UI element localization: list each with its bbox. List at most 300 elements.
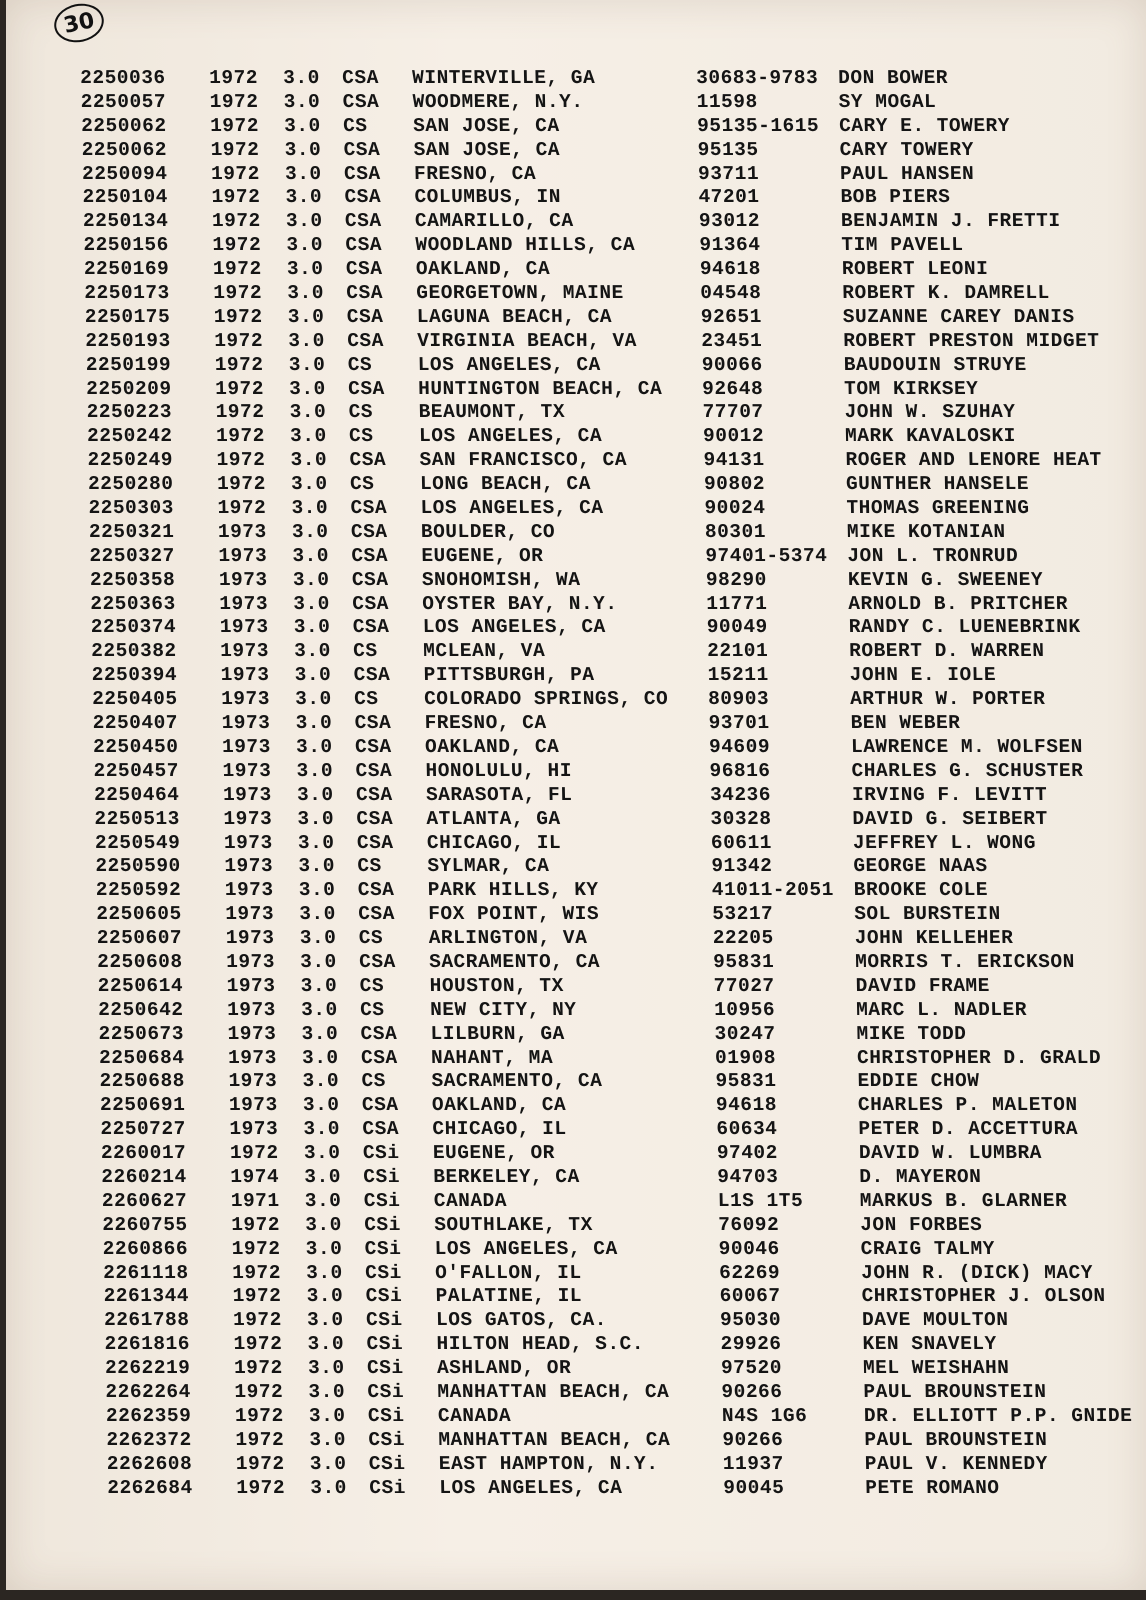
record-version: 3.0 <box>304 1165 342 1188</box>
record-version: 3.0 <box>307 1357 345 1380</box>
record-city: EUGENE, OR <box>432 1142 556 1165</box>
record-row <box>94 784 1146 808</box>
record-zip: 90049 <box>706 616 768 639</box>
record-row <box>95 832 1146 856</box>
record-id: 2250513 <box>94 807 181 830</box>
record-year: 1973 <box>225 903 275 926</box>
record-id: 2250363 <box>90 592 176 615</box>
record-city: MANHATTAN BEACH, CA <box>437 1380 670 1403</box>
record-city: SNOHOMISH, WA <box>421 568 581 591</box>
record-id: 2250321 <box>88 520 175 543</box>
record-year: 1972 <box>211 210 261 233</box>
record-year: 1974 <box>230 1165 280 1188</box>
record-id: 2250614 <box>97 974 184 997</box>
record-id: 2250249 <box>87 449 174 472</box>
record-row <box>98 999 1146 1023</box>
record-row <box>85 306 1146 330</box>
record-year: 1973 <box>227 1046 278 1069</box>
record-type: CSA <box>356 807 394 830</box>
record-city: OAKLAND, CA <box>415 258 551 281</box>
record-id: 2250062 <box>80 114 167 137</box>
record-zip: 95135-1615 <box>696 114 820 137</box>
record-zip: 77027 <box>713 974 775 997</box>
record-name: DAVID G. SEIBERT <box>852 807 1048 830</box>
record-city: LONG BEACH, CA <box>419 473 592 496</box>
record-city: LOS ANGELES, CA <box>420 497 604 520</box>
record-version: 3.0 <box>292 544 330 567</box>
record-type: CSA <box>361 1094 399 1117</box>
record-id: 2250175 <box>84 305 171 328</box>
record-id: 2250688 <box>99 1070 186 1093</box>
record-name: KEVIN G. SWEENEY <box>847 568 1044 591</box>
record-year: 1973 <box>220 688 271 711</box>
record-zip: 47201 <box>698 186 760 209</box>
record-city: CAMARILLO, CA <box>414 210 574 233</box>
record-name: JOHN KELLEHER <box>854 927 1014 950</box>
record-year: 1973 <box>229 1118 279 1141</box>
record-type: CSA <box>345 234 383 257</box>
record-type: CSA <box>355 759 393 782</box>
record-name: SUZANNE CAREY DANIS <box>842 305 1075 328</box>
record-city: ARLINGTON, VA <box>428 927 588 950</box>
record-city: LOS GATOS, CA. <box>435 1309 608 1332</box>
record-city: FRESNO, CA <box>413 162 537 185</box>
record-city: O'FALLON, IL <box>434 1261 582 1284</box>
record-year: 1972 <box>212 234 262 257</box>
record-zip: 11771 <box>706 592 768 615</box>
record-type: CSA <box>347 377 385 400</box>
record-row <box>99 1047 1146 1071</box>
record-name: CARY E. TOWERY <box>838 114 1011 137</box>
record-year: 1972 <box>236 1476 286 1499</box>
record-row <box>84 282 1146 306</box>
record-year: 1972 <box>232 1309 283 1332</box>
record-year: 1972 <box>209 67 259 89</box>
record-city: OAKLAND, CA <box>431 1094 567 1117</box>
record-name: JOHN E. IOLE <box>849 664 997 687</box>
record-type: CSA <box>355 783 393 806</box>
record-name: DR. ELLIOTT P.P. GNIDE <box>863 1404 1133 1427</box>
record-type: CSA <box>354 712 392 735</box>
record-zip: 04548 <box>700 282 762 305</box>
record-id: 2250691 <box>99 1094 186 1117</box>
record-name: BAUDOUIN STRUYE <box>843 353 1027 376</box>
record-version: 3.0 <box>299 903 337 926</box>
record-type: CS <box>348 401 374 424</box>
record-zip: 90802 <box>703 473 766 496</box>
record-zip: 01908 <box>714 1046 777 1069</box>
record-row <box>85 330 1146 354</box>
record-type: CS <box>353 688 379 711</box>
record-version: 3.0 <box>305 1213 343 1236</box>
record-version: 3.0 <box>300 998 338 1021</box>
record-zip: 90046 <box>718 1237 780 1260</box>
record-type: CSA <box>353 664 391 687</box>
record-year: 1973 <box>228 1070 278 1093</box>
record-version: 3.0 <box>286 234 324 257</box>
record-city: SYLMAR, CA <box>427 855 550 878</box>
record-type: CSi <box>366 1333 404 1356</box>
record-id: 2250036 <box>80 67 166 89</box>
record-row <box>92 688 1146 712</box>
record-type: CSi <box>367 1380 405 1403</box>
record-name: BENJAMIN J. FRETTI <box>840 210 1061 233</box>
record-row <box>88 473 1146 497</box>
record-zip: 93012 <box>698 210 761 233</box>
record-name: MARK KAVALOSKI <box>844 425 1017 448</box>
record-year: 1973 <box>226 998 277 1021</box>
record-version: 3.0 <box>283 90 321 113</box>
record-id: 2250156 <box>83 234 170 257</box>
record-list <box>80 67 1146 1500</box>
record-zip: 95831 <box>712 950 775 973</box>
record-version: 3.0 <box>294 640 332 663</box>
record-city: WINTERVILLE, GA <box>412 67 596 89</box>
record-type: CS <box>357 855 382 878</box>
record-zip: 94703 <box>717 1165 779 1188</box>
page-number: 30 <box>51 0 108 47</box>
record-name: LAWRENCE M. WOLFSEN <box>850 735 1084 758</box>
record-city: HUNTINGTON BEACH, CA <box>417 377 663 400</box>
record-version: 3.0 <box>288 329 326 352</box>
record-version: 3.0 <box>301 1022 339 1045</box>
record-name: TOM KIRKSEY <box>843 377 979 400</box>
record-city: SAN JOSE, CA <box>413 138 561 161</box>
record-version: 3.0 <box>309 1452 347 1475</box>
record-zip: 22101 <box>707 640 769 663</box>
record-id: 2250727 <box>100 1118 187 1141</box>
record-city: CHICAGO, IL <box>426 831 562 854</box>
record-year: 1972 <box>210 138 260 161</box>
record-row <box>91 664 1146 688</box>
record-name: MIKE TODD <box>856 1022 967 1045</box>
record-zip: 97401-5374 <box>705 544 828 567</box>
record-type: CSi <box>366 1357 404 1380</box>
record-id: 2250280 <box>87 473 174 496</box>
record-version: 3.0 <box>298 879 336 902</box>
record-version: 3.0 <box>304 1189 342 1212</box>
record-row <box>101 1166 1146 1190</box>
record-type: CSA <box>362 1118 400 1141</box>
record-name: ROBERT LEONI <box>841 258 989 281</box>
record-year: 1973 <box>226 974 276 997</box>
record-zip: 30247 <box>714 1022 776 1045</box>
record-row <box>81 115 1146 139</box>
record-row <box>97 975 1146 999</box>
record-city: CANADA <box>433 1189 508 1212</box>
record-id: 2250303 <box>88 497 175 520</box>
record-city: WOODLAND HILLS, CA <box>415 234 636 257</box>
record-id: 2250450 <box>92 735 179 758</box>
record-city: HONOLULU, HI <box>425 759 573 782</box>
record-id: 2250605 <box>96 903 182 926</box>
record-zip: 92648 <box>701 377 764 400</box>
record-id: 2250209 <box>85 377 172 400</box>
record-name: GUNTHER HANSELE <box>845 473 1030 496</box>
record-version: 3.0 <box>291 497 329 520</box>
record-zip: 80903 <box>707 688 770 711</box>
record-zip: 97402 <box>716 1142 779 1165</box>
record-type: CS <box>353 640 378 663</box>
record-id: 2250094 <box>81 162 168 185</box>
record-zip: 10956 <box>713 998 776 1021</box>
record-name: MEL WEISHAHN <box>862 1357 1010 1380</box>
record-version: 3.0 <box>295 735 333 758</box>
record-id: 2250607 <box>96 927 183 950</box>
record-name: ROGER AND LENORE HEAT <box>845 449 1103 472</box>
record-zip: 11937 <box>722 1452 785 1475</box>
record-city: ASHLAND, OR <box>436 1357 572 1380</box>
record-id: 2262359 <box>105 1404 192 1427</box>
record-city: LOS ANGELES, CA <box>418 425 603 448</box>
record-city: SACRAMENTO, CA <box>431 1070 603 1093</box>
record-version: 3.0 <box>292 568 330 591</box>
record-row <box>103 1262 1146 1286</box>
record-name: EDDIE CHOW <box>857 1070 980 1093</box>
record-year: 1972 <box>235 1452 285 1475</box>
record-zip: 90024 <box>704 497 766 520</box>
record-version: 3.0 <box>288 377 326 400</box>
record-year: 1972 <box>231 1261 282 1284</box>
record-year: 1972 <box>213 305 263 328</box>
record-version: 3.0 <box>299 927 337 950</box>
record-city: BERKELEY, CA <box>433 1165 580 1188</box>
record-id: 2250642 <box>97 998 184 1021</box>
record-city: NEW CITY, NY <box>429 998 577 1021</box>
record-name: PETER D. ACCETTURA <box>858 1118 1079 1141</box>
record-type: CSA <box>342 90 380 113</box>
record-zip: 60634 <box>716 1118 778 1141</box>
record-type: CSA <box>350 520 388 543</box>
record-row <box>104 1333 1146 1357</box>
record-name: SY MOGAL <box>838 90 937 113</box>
record-city: SAN FRANCISCO, CA <box>419 449 628 472</box>
record-id: 2260627 <box>101 1189 188 1212</box>
record-row <box>100 1118 1146 1142</box>
record-row <box>90 569 1146 593</box>
record-name: IRVING F. LEVITT <box>851 783 1048 806</box>
record-type: CSA <box>345 258 383 281</box>
record-city: SACRAMENTO, CA <box>428 950 601 973</box>
record-version: 3.0 <box>297 807 335 830</box>
record-version: 3.0 <box>283 114 321 137</box>
record-year: 1973 <box>225 950 276 973</box>
record-row <box>107 1453 1146 1477</box>
record-id: 2250592 <box>95 879 182 902</box>
record-zip: 95135 <box>697 138 759 161</box>
record-version: 3.0 <box>284 162 322 185</box>
record-zip: 91342 <box>711 855 773 878</box>
record-id: 2262372 <box>106 1428 192 1451</box>
record-type: CSA <box>360 1046 398 1069</box>
record-row <box>97 951 1146 975</box>
record-year: 1973 <box>217 520 267 543</box>
record-id: 2250199 <box>85 353 172 376</box>
record-version: 3.0 <box>295 712 333 735</box>
record-id: 2250684 <box>98 1046 185 1069</box>
record-type: CSA <box>349 449 387 472</box>
record-version: 3.0 <box>293 592 331 615</box>
record-name: CHARLES G. SCHUSTER <box>851 759 1084 782</box>
record-version: 3.0 <box>290 449 328 472</box>
record-id: 2260755 <box>102 1213 188 1236</box>
record-version: 3.0 <box>305 1261 343 1284</box>
record-version: 3.0 <box>286 258 324 281</box>
record-row <box>105 1381 1146 1405</box>
record-year: 1972 <box>229 1142 279 1165</box>
record-name: JON L. TRONRUD <box>847 544 1019 567</box>
record-year: 1972 <box>212 258 262 281</box>
record-zip: 94618 <box>715 1094 778 1117</box>
record-id: 2250608 <box>96 950 183 973</box>
record-year: 1972 <box>217 497 267 520</box>
record-type: CSA <box>352 616 390 639</box>
record-city: COLORADO SPRINGS, CO <box>423 688 669 711</box>
record-year: 1973 <box>218 544 268 567</box>
record-version: 3.0 <box>303 1118 341 1141</box>
record-row <box>92 712 1146 736</box>
record-id: 2250405 <box>91 688 178 711</box>
record-year: 1973 <box>223 807 273 830</box>
record-row <box>93 760 1146 784</box>
record-type: CSA <box>346 305 384 328</box>
record-type: CS <box>348 425 374 448</box>
record-row <box>93 736 1146 760</box>
record-version: 3.0 <box>300 974 338 997</box>
record-name: RANDY C. LUENEBRINK <box>848 616 1081 639</box>
record-year: 1972 <box>231 1237 281 1260</box>
record-name: DAVID FRAME <box>855 974 991 997</box>
record-id: 2260214 <box>101 1165 187 1188</box>
record-city: VIRGINIA BEACH, VA <box>417 329 638 352</box>
record-name: ARNOLD B. PRITCHER <box>848 592 1069 615</box>
record-row <box>82 163 1146 187</box>
record-city: CHICAGO, IL <box>432 1118 567 1141</box>
record-row <box>102 1214 1146 1238</box>
record-name: TIM PAVELL <box>841 234 964 257</box>
record-id: 2261788 <box>103 1309 190 1332</box>
record-id: 2262608 <box>106 1452 193 1475</box>
record-year: 1973 <box>222 759 272 782</box>
record-zip: 92651 <box>700 305 763 328</box>
record-row <box>106 1429 1146 1453</box>
record-row <box>104 1309 1146 1333</box>
record-zip: 60611 <box>710 831 773 854</box>
record-city: EUGENE, OR <box>421 544 544 567</box>
record-type: CSi <box>365 1309 403 1332</box>
record-id: 2250590 <box>95 855 181 878</box>
record-row <box>91 616 1146 640</box>
record-zip: 23451 <box>701 329 763 352</box>
record-id: 2250057 <box>80 90 167 113</box>
record-zip: 30328 <box>710 807 772 830</box>
record-type: CS <box>359 998 385 1021</box>
record-version: 3.0 <box>301 1046 339 1069</box>
record-type: CSA <box>354 735 392 758</box>
record-name: D. MAYERON <box>859 1165 982 1188</box>
record-year: 1972 <box>209 90 259 113</box>
record-version: 3.0 <box>310 1476 348 1499</box>
record-year: 1972 <box>214 329 264 352</box>
record-row <box>102 1190 1146 1214</box>
record-version: 3.0 <box>296 783 334 806</box>
record-type: CS <box>347 353 373 376</box>
record-name: CHRISTOPHER D. GRALD <box>856 1046 1102 1069</box>
record-name: MARC L. NADLER <box>855 998 1028 1021</box>
record-id: 2250223 <box>86 401 173 424</box>
record-row <box>97 927 1146 951</box>
record-row <box>83 234 1146 258</box>
record-city: MANHATTAN BEACH, CA <box>438 1428 671 1451</box>
record-type: CSi <box>364 1261 402 1284</box>
record-row <box>89 545 1146 569</box>
record-year: 1972 <box>235 1428 285 1451</box>
record-row <box>80 91 1146 115</box>
record-zip: 90066 <box>701 353 763 376</box>
record-year: 1972 <box>210 162 261 185</box>
record-year: 1972 <box>209 114 260 137</box>
record-type: CS <box>342 114 368 137</box>
record-name: SOL BURSTEIN <box>854 903 1001 926</box>
record-name: JOHN R. (DICK) MACY <box>860 1261 1094 1284</box>
record-type: CSA <box>352 592 390 615</box>
record-zip: 98290 <box>705 568 768 591</box>
record-version: 3.0 <box>309 1428 347 1451</box>
record-type: CS <box>359 974 385 997</box>
record-name: DAVID W. LUMBRA <box>858 1142 1043 1165</box>
record-name: JEFFREY L. WONG <box>852 831 1037 854</box>
record-zip: 60067 <box>719 1285 781 1308</box>
record-version: 3.0 <box>294 664 332 687</box>
record-row <box>96 903 1146 927</box>
record-row <box>95 855 1146 879</box>
record-year: 1972 <box>215 425 266 448</box>
record-type: CSi <box>369 1476 407 1499</box>
record-version: 3.0 <box>283 67 321 89</box>
record-id: 2260017 <box>100 1142 187 1165</box>
record-id: 2250327 <box>89 544 176 567</box>
record-name: PAUL BROUNSTEIN <box>864 1428 1048 1451</box>
record-row <box>99 1070 1146 1094</box>
record-city: EAST HAMPTON, N.Y. <box>438 1452 659 1475</box>
record-zip: 80301 <box>704 520 767 543</box>
record-name: ARTHUR W. PORTER <box>849 688 1046 711</box>
record-type: CSA <box>357 879 395 902</box>
record-row <box>90 593 1146 617</box>
record-name: BEN WEBER <box>850 712 961 735</box>
record-year: 1973 <box>224 855 274 878</box>
record-id: 2250134 <box>82 210 169 233</box>
record-year: 1973 <box>221 712 271 735</box>
record-row <box>81 139 1146 163</box>
record-zip: 29926 <box>720 1333 782 1356</box>
record-row <box>102 1238 1146 1262</box>
record-name: MIKE KOTANIAN <box>846 520 1006 543</box>
record-row <box>98 1023 1146 1047</box>
record-name: MORRIS T. ERICKSON <box>854 950 1076 973</box>
record-name: ROBERT K. DAMRELL <box>842 282 1050 305</box>
record-version: 3.0 <box>285 186 323 209</box>
record-version: 3.0 <box>284 138 322 161</box>
record-city: LAGUNA BEACH, CA <box>416 305 613 328</box>
record-type: CSi <box>363 1165 401 1188</box>
record-id: 2261118 <box>102 1261 189 1284</box>
record-zip: 90266 <box>721 1380 783 1403</box>
record-name: GEORGE NAAS <box>853 855 988 878</box>
record-type: CSA <box>350 497 388 520</box>
record-version: 3.0 <box>297 831 335 854</box>
record-id: 2250464 <box>93 783 180 806</box>
